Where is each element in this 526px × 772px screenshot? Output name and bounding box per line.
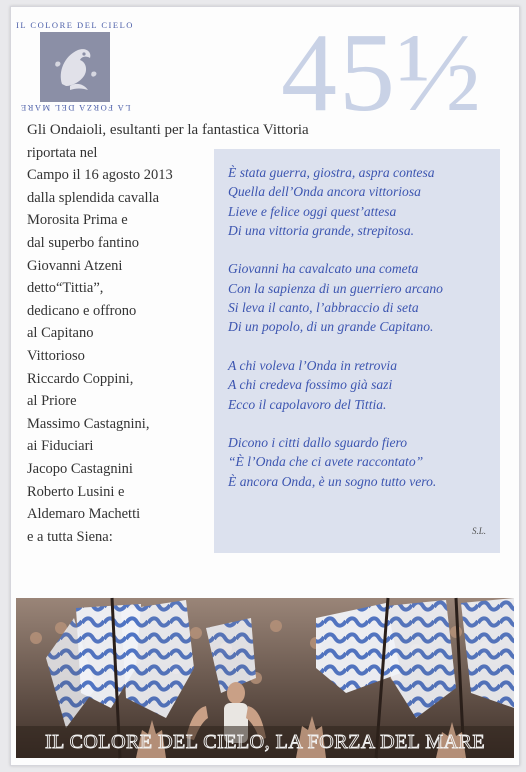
dedication-line: detto“Tittia”, xyxy=(27,280,104,297)
celebration-photo xyxy=(16,598,514,758)
dedication-line: Jacopo Castagnini xyxy=(27,460,133,477)
poem-line: Di una vittoria grande, strepitosa. xyxy=(228,222,415,238)
poem-signature: S.L. xyxy=(471,526,486,536)
dedication-line: dal superbo fantino xyxy=(27,234,139,251)
poem-box xyxy=(214,149,500,553)
dedication-line: Riccardo Coppini, xyxy=(27,370,134,387)
dedication-line: Massimo Castagnini, xyxy=(27,415,150,432)
poem-stanza xyxy=(228,259,498,336)
poem-line: Ecco il capolavoro del Tittia. xyxy=(228,396,387,412)
dedication-line: al Priore xyxy=(27,393,77,410)
poem-line: “È l’Onda che ci avete raccontato” xyxy=(228,454,424,470)
poem-line: Di un popolo, di un grande Capitano. xyxy=(228,319,434,335)
poem xyxy=(228,163,498,510)
poem-stanza xyxy=(228,433,498,491)
poem-line: A chi credeva fossimo già sazi xyxy=(228,377,393,393)
dedication-line: riportata nel xyxy=(27,144,98,161)
logo-text-frame xyxy=(16,19,134,115)
dedication-line: ai Fiduciari xyxy=(27,438,94,455)
dedication-line: Morosita Prima e xyxy=(27,212,128,229)
dedication-line: Aldemaro Machetti xyxy=(27,506,141,523)
poem-line: Quella dell’Onda ancora vittoriosa xyxy=(228,184,421,200)
contrada-logo xyxy=(16,19,134,115)
dedication-line: dalla splendida cavalla xyxy=(27,189,160,206)
poem-line: È ancora Onda, è un sogno tutto vero. xyxy=(228,473,437,489)
dedication-line: Campo il 16 agosto 2013 xyxy=(27,167,173,184)
poem-line: Dicono i citti dallo sguardo fiero xyxy=(228,435,408,451)
poem-stanza xyxy=(228,356,498,414)
dedication-line: e a tutta Siena: xyxy=(27,528,113,545)
poem-stanza xyxy=(228,163,498,240)
dedication-line: Gli Ondaioli, esultanti per la fantastica Vittoria xyxy=(27,122,309,138)
dedication-line: al Capitano xyxy=(27,325,94,342)
photo-tagline: IL COLORE DEL CIELO, LA FORZA DEL MARE xyxy=(44,731,486,753)
dedication-line: dedicano e offrono xyxy=(27,302,137,319)
dedication-line: Vittorioso xyxy=(27,347,85,364)
poem-line: Lieve e felice oggi quest’attesa xyxy=(228,203,397,219)
poem-line: Con la sapienza di un guerriero arcano xyxy=(228,280,443,296)
logo-text-bottom: LA FORZA DEL MARE xyxy=(19,103,131,113)
poem-line: Giovanni ha cavalcato una cometa xyxy=(228,261,419,277)
logo-text-top: IL COLORE DEL CIELO xyxy=(16,20,134,30)
poem-line: È stata guerra, giostra, aspra contesa xyxy=(228,165,435,180)
dedication-line: Giovanni Atzeni xyxy=(27,257,123,274)
commemorative-page xyxy=(10,6,520,766)
poem-line: Si leva il canto, l’abbraccio di seta xyxy=(228,300,419,316)
palio-count-number: 45½ xyxy=(281,11,483,135)
dedication-line: Roberto Lusini e xyxy=(27,483,125,500)
poem-line: A chi voleva l’Onda in retrovia xyxy=(228,357,397,373)
